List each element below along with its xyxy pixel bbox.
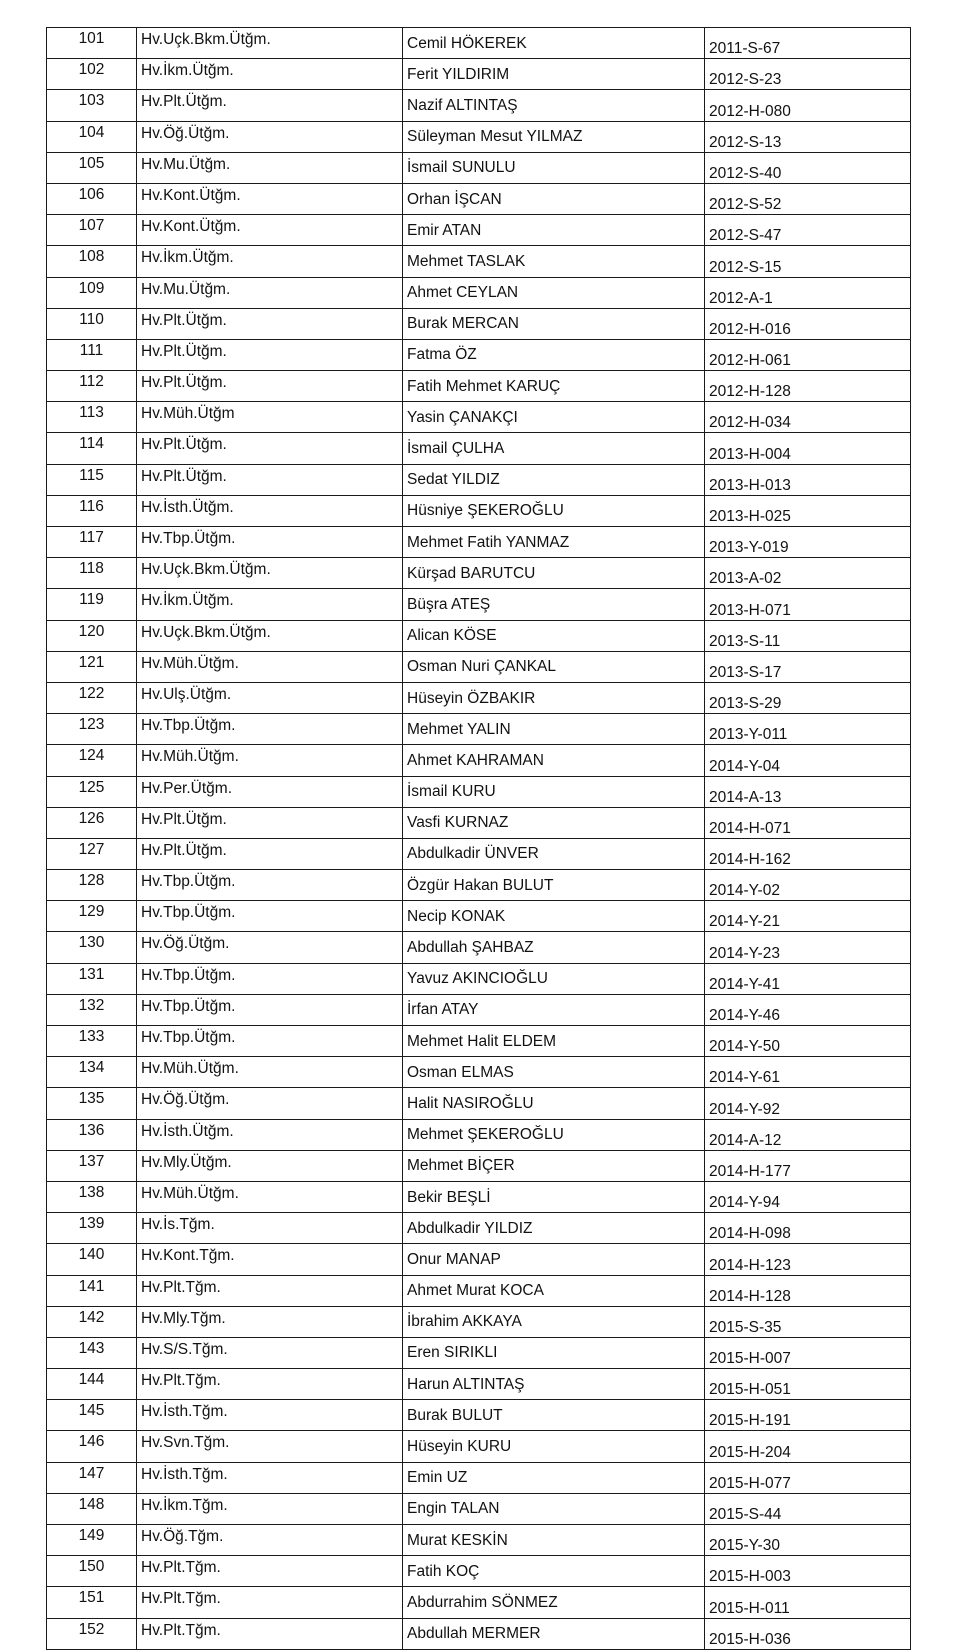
row-number-cell: 152 (47, 1618, 137, 1649)
person-name-cell: Büşra ATEŞ (403, 589, 705, 620)
rank-cell: Hv.İs.Tğm. (137, 1213, 403, 1244)
table-row (47, 1150, 911, 1181)
row-number-cell: 133 (47, 1026, 137, 1057)
row-number-cell: 150 (47, 1556, 137, 1587)
table-row (47, 1525, 911, 1556)
row-number-cell: 148 (47, 1493, 137, 1524)
row-number-cell: 142 (47, 1306, 137, 1337)
table-row (47, 1306, 911, 1337)
rank-cell: Hv.Plt.Ütğm. (137, 807, 403, 838)
registry-code-cell: 2015-H-077 (705, 1462, 911, 1493)
person-name-cell: Mehmet TASLAK (403, 246, 705, 277)
registry-code-cell: 2014-Y-41 (705, 963, 911, 994)
rank-cell: Hv.Uçk.Bkm.Ütğm. (137, 620, 403, 651)
row-number-cell: 119 (47, 589, 137, 620)
registry-code-cell: 2014-H-071 (705, 807, 911, 838)
registry-code-cell: 2012-S-52 (705, 183, 911, 214)
person-name-cell: Özgür Hakan BULUT (403, 870, 705, 901)
row-number-cell: 122 (47, 682, 137, 713)
table-row (47, 1026, 911, 1057)
table-row (47, 59, 911, 90)
person-name-cell: Burak BULUT (403, 1400, 705, 1431)
rank-cell: Hv.Per.Ütğm. (137, 776, 403, 807)
registry-code-cell: 2015-H-007 (705, 1337, 911, 1368)
person-name-cell: Mehmet BİÇER (403, 1150, 705, 1181)
table-row (47, 28, 911, 59)
registry-code-cell: 2014-Y-23 (705, 932, 911, 963)
row-number-cell: 140 (47, 1244, 137, 1275)
table-row (47, 1244, 911, 1275)
registry-code-cell: 2012-S-23 (705, 59, 911, 90)
rank-cell: Hv.Tbp.Ütğm. (137, 714, 403, 745)
person-name-cell: Süleyman Mesut YILMAZ (403, 121, 705, 152)
rank-cell: Hv.Ulş.Ütğm. (137, 682, 403, 713)
registry-code-cell: 2012-H-034 (705, 402, 911, 433)
registry-code-cell: 2012-H-061 (705, 339, 911, 370)
person-name-cell: Abdulkadir ÜNVER (403, 838, 705, 869)
row-number-cell: 106 (47, 183, 137, 214)
person-name-cell: Orhan İŞCAN (403, 183, 705, 214)
person-name-cell: Kürşad BARUTCU (403, 558, 705, 589)
table-row (47, 932, 911, 963)
person-name-cell: Yavuz AKINCIOĞLU (403, 963, 705, 994)
rank-cell: Hv.S/S.Tğm. (137, 1337, 403, 1368)
registry-code-cell: 2014-Y-50 (705, 1026, 911, 1057)
registry-code-cell: 2014-H-128 (705, 1275, 911, 1306)
person-name-cell: Hüseyin ÖZBAKIR (403, 682, 705, 713)
table-row (47, 433, 911, 464)
table-row (47, 620, 911, 651)
registry-code-cell: 2014-H-123 (705, 1244, 911, 1275)
rank-cell: Hv.Plt.Ütğm. (137, 838, 403, 869)
table-row (47, 527, 911, 558)
rank-cell: Hv.Müh.Ütğm. (137, 651, 403, 682)
rank-cell: Hv.Plt.Ütğm. (137, 339, 403, 370)
table-row (47, 464, 911, 495)
registry-code-cell: 2013-Y-011 (705, 714, 911, 745)
table-row (47, 994, 911, 1025)
rank-cell: Hv.Uçk.Bkm.Ütğm. (137, 28, 403, 59)
registry-code-cell: 2015-Y-30 (705, 1525, 911, 1556)
rank-cell: Hv.Plt.Tğm. (137, 1587, 403, 1618)
person-name-cell: Emir ATAN (403, 215, 705, 246)
table-row (47, 901, 911, 932)
row-number-cell: 139 (47, 1213, 137, 1244)
row-number-cell: 134 (47, 1057, 137, 1088)
table-row (47, 1400, 911, 1431)
table-row (47, 1275, 911, 1306)
row-number-cell: 116 (47, 495, 137, 526)
table-row (47, 745, 911, 776)
row-number-cell: 131 (47, 963, 137, 994)
rank-cell: Hv.Öğ.Tğm. (137, 1525, 403, 1556)
row-number-cell: 144 (47, 1369, 137, 1400)
row-number-cell: 113 (47, 402, 137, 433)
person-name-cell: Sedat YILDIZ (403, 464, 705, 495)
row-number-cell: 130 (47, 932, 137, 963)
table-row (47, 651, 911, 682)
table-row (47, 776, 911, 807)
rank-cell: Hv.İsth.Tğm. (137, 1462, 403, 1493)
rank-cell: Hv.İsth.Ütğm. (137, 1119, 403, 1150)
person-name-cell: Fatma ÖZ (403, 339, 705, 370)
registry-code-cell: 2013-S-29 (705, 682, 911, 713)
registry-code-cell: 2012-H-080 (705, 90, 911, 121)
rank-cell: Hv.Plt.Tğm. (137, 1556, 403, 1587)
table-row (47, 807, 911, 838)
table-row (47, 589, 911, 620)
rank-cell: Hv.Müh.Ütğm. (137, 1057, 403, 1088)
rank-cell: Hv.İsth.Ütğm. (137, 495, 403, 526)
rank-cell: Hv.Plt.Ütğm. (137, 308, 403, 339)
table-row (47, 402, 911, 433)
rank-cell: Hv.Tbp.Ütğm. (137, 527, 403, 558)
person-name-cell: Mehmet Fatih YANMAZ (403, 527, 705, 558)
person-name-cell: Abdurrahim SÖNMEZ (403, 1587, 705, 1618)
rank-cell: Hv.Tbp.Ütğm. (137, 1026, 403, 1057)
person-name-cell: Osman ELMAS (403, 1057, 705, 1088)
row-number-cell: 117 (47, 527, 137, 558)
rank-cell: Hv.Plt.Tğm. (137, 1618, 403, 1649)
person-name-cell: Emin UZ (403, 1462, 705, 1493)
rank-cell: Hv.Öğ.Ütğm. (137, 121, 403, 152)
row-number-cell: 121 (47, 651, 137, 682)
row-number-cell: 103 (47, 90, 137, 121)
registry-code-cell: 2015-H-003 (705, 1556, 911, 1587)
registry-code-cell: 2012-H-016 (705, 308, 911, 339)
rank-cell: Hv.Kont.Ütğm. (137, 215, 403, 246)
registry-code-cell: 2014-Y-04 (705, 745, 911, 776)
registry-code-cell: 2013-S-11 (705, 620, 911, 651)
table-row (47, 183, 911, 214)
rank-cell: Hv.İsth.Tğm. (137, 1400, 403, 1431)
rank-cell: Hv.İkm.Ütğm. (137, 589, 403, 620)
rank-cell: Hv.Plt.Tğm. (137, 1275, 403, 1306)
row-number-cell: 126 (47, 807, 137, 838)
table-row (47, 963, 911, 994)
registry-code-cell: 2014-A-13 (705, 776, 911, 807)
registry-code-cell: 2014-Y-94 (705, 1181, 911, 1212)
table-row (47, 1213, 911, 1244)
table-row (47, 308, 911, 339)
rank-cell: Hv.Tbp.Ütğm. (137, 901, 403, 932)
row-number-cell: 120 (47, 620, 137, 651)
rank-cell: Hv.Kont.Ütğm. (137, 183, 403, 214)
registry-code-cell: 2015-S-44 (705, 1493, 911, 1524)
table-row (47, 121, 911, 152)
registry-code-cell: 2013-H-071 (705, 589, 911, 620)
registry-code-cell: 2015-H-204 (705, 1431, 911, 1462)
rank-cell: Hv.Plt.Ütğm. (137, 464, 403, 495)
rank-cell: Hv.Tbp.Ütğm. (137, 870, 403, 901)
row-number-cell: 149 (47, 1525, 137, 1556)
table-row (47, 558, 911, 589)
rank-cell: Hv.Mu.Ütğm. (137, 277, 403, 308)
row-number-cell: 132 (47, 994, 137, 1025)
person-name-cell: İsmail ÇULHA (403, 433, 705, 464)
row-number-cell: 101 (47, 28, 137, 59)
row-number-cell: 110 (47, 308, 137, 339)
row-number-cell: 138 (47, 1181, 137, 1212)
person-name-cell: İrfan ATAY (403, 994, 705, 1025)
registry-code-cell: 2014-H-177 (705, 1150, 911, 1181)
person-name-cell: Fatih KOÇ (403, 1556, 705, 1587)
registry-code-cell: 2014-A-12 (705, 1119, 911, 1150)
row-number-cell: 107 (47, 215, 137, 246)
person-name-cell: Vasfi KURNAZ (403, 807, 705, 838)
person-name-cell: Bekir BEŞLİ (403, 1181, 705, 1212)
table-row (47, 90, 911, 121)
person-name-cell: İsmail SUNULU (403, 152, 705, 183)
row-number-cell: 151 (47, 1587, 137, 1618)
row-number-cell: 136 (47, 1119, 137, 1150)
row-number-cell: 135 (47, 1088, 137, 1119)
person-name-cell: Onur MANAP (403, 1244, 705, 1275)
row-number-cell: 114 (47, 433, 137, 464)
person-name-cell: Ahmet KAHRAMAN (403, 745, 705, 776)
person-name-cell: Mehmet ŞEKEROĞLU (403, 1119, 705, 1150)
table-row (47, 495, 911, 526)
person-name-cell: Cemil HÖKEREK (403, 28, 705, 59)
registry-code-cell: 2013-S-17 (705, 651, 911, 682)
person-name-cell: Murat KESKİN (403, 1525, 705, 1556)
person-name-cell: Harun ALTINTAŞ (403, 1369, 705, 1400)
table-row (47, 339, 911, 370)
table-row (47, 1493, 911, 1524)
table-row (47, 1431, 911, 1462)
person-name-cell: Nazif ALTINTAŞ (403, 90, 705, 121)
registry-code-cell: 2013-H-013 (705, 464, 911, 495)
registry-code-cell: 2014-Y-61 (705, 1057, 911, 1088)
person-name-cell: Mehmet YALIN (403, 714, 705, 745)
registry-code-cell: 2013-Y-019 (705, 527, 911, 558)
table-row (47, 277, 911, 308)
registry-code-cell: 2012-S-47 (705, 215, 911, 246)
row-number-cell: 111 (47, 339, 137, 370)
rank-cell: Hv.İkm.Ütğm. (137, 246, 403, 277)
person-name-cell: Fatih Mehmet KARUÇ (403, 371, 705, 402)
table-row (47, 714, 911, 745)
table-row (47, 838, 911, 869)
rank-cell: Hv.Öğ.Ütğm. (137, 932, 403, 963)
row-number-cell: 145 (47, 1400, 137, 1431)
rank-cell: Hv.Plt.Tğm. (137, 1369, 403, 1400)
personnel-table-body (47, 28, 911, 1650)
person-name-cell: Abdulkadir YILDIZ (403, 1213, 705, 1244)
row-number-cell: 109 (47, 277, 137, 308)
person-name-cell: Ahmet CEYLAN (403, 277, 705, 308)
row-number-cell: 102 (47, 59, 137, 90)
person-name-cell: İbrahim AKKAYA (403, 1306, 705, 1337)
person-name-cell: Mehmet Halit ELDEM (403, 1026, 705, 1057)
person-name-cell: Eren SIRIKLI (403, 1337, 705, 1368)
rank-cell: Hv.Öğ.Ütğm. (137, 1088, 403, 1119)
rank-cell: Hv.Plt.Ütğm. (137, 371, 403, 402)
row-number-cell: 104 (47, 121, 137, 152)
table-row (47, 1587, 911, 1618)
rank-cell: Hv.Tbp.Ütğm. (137, 994, 403, 1025)
table-row (47, 1556, 911, 1587)
person-name-cell: Engin TALAN (403, 1493, 705, 1524)
row-number-cell: 118 (47, 558, 137, 589)
registry-code-cell: 2015-H-036 (705, 1618, 911, 1649)
person-name-cell: Halit NASIROĞLU (403, 1088, 705, 1119)
person-name-cell: Hüseyin KURU (403, 1431, 705, 1462)
table-row (47, 682, 911, 713)
row-number-cell: 108 (47, 246, 137, 277)
table-row (47, 215, 911, 246)
registry-code-cell: 2014-Y-92 (705, 1088, 911, 1119)
table-row (47, 246, 911, 277)
row-number-cell: 146 (47, 1431, 137, 1462)
person-name-cell: Alican KÖSE (403, 620, 705, 651)
table-row (47, 1119, 911, 1150)
row-number-cell: 112 (47, 371, 137, 402)
row-number-cell: 147 (47, 1462, 137, 1493)
person-name-cell: Ahmet Murat KOCA (403, 1275, 705, 1306)
registry-code-cell: 2014-H-098 (705, 1213, 911, 1244)
row-number-cell: 143 (47, 1337, 137, 1368)
rank-cell: Hv.Mu.Ütğm. (137, 152, 403, 183)
rank-cell: Hv.Kont.Tğm. (137, 1244, 403, 1275)
registry-code-cell: 2013-A-02 (705, 558, 911, 589)
person-name-cell: Burak MERCAN (403, 308, 705, 339)
registry-code-cell: 2014-H-162 (705, 838, 911, 869)
registry-code-cell: 2014-Y-21 (705, 901, 911, 932)
row-number-cell: 115 (47, 464, 137, 495)
rank-cell: Hv.İkm.Tğm. (137, 1493, 403, 1524)
rank-cell: Hv.Mly.Tğm. (137, 1306, 403, 1337)
person-name-cell: Abdullah ŞAHBAZ (403, 932, 705, 963)
table-row (47, 1057, 911, 1088)
table-row (47, 152, 911, 183)
registry-code-cell: 2012-H-128 (705, 371, 911, 402)
registry-code-cell: 2012-A-1 (705, 277, 911, 308)
registry-code-cell: 2015-H-191 (705, 1400, 911, 1431)
person-name-cell: Abdullah MERMER (403, 1618, 705, 1649)
row-number-cell: 125 (47, 776, 137, 807)
table-row (47, 1337, 911, 1368)
rank-cell: Hv.Svn.Tğm. (137, 1431, 403, 1462)
registry-code-cell: 2013-H-004 (705, 433, 911, 464)
registry-code-cell: 2015-H-051 (705, 1369, 911, 1400)
row-number-cell: 124 (47, 745, 137, 776)
person-name-cell: Necip KONAK (403, 901, 705, 932)
row-number-cell: 127 (47, 838, 137, 869)
registry-code-cell: 2013-H-025 (705, 495, 911, 526)
table-row (47, 371, 911, 402)
personnel-table (46, 27, 911, 1650)
table-row (47, 1088, 911, 1119)
rank-cell: Hv.Müh.Ütğm. (137, 745, 403, 776)
table-row (47, 1369, 911, 1400)
person-name-cell: Yasin ÇANAKÇI (403, 402, 705, 433)
row-number-cell: 141 (47, 1275, 137, 1306)
registry-code-cell: 2012-S-40 (705, 152, 911, 183)
registry-code-cell: 2014-Y-02 (705, 870, 911, 901)
registry-code-cell: 2015-S-35 (705, 1306, 911, 1337)
table-row (47, 1462, 911, 1493)
rank-cell: Hv.Uçk.Bkm.Ütğm. (137, 558, 403, 589)
row-number-cell: 137 (47, 1150, 137, 1181)
row-number-cell: 105 (47, 152, 137, 183)
table-row (47, 1181, 911, 1212)
rank-cell: Hv.Müh.Ütğm. (137, 1181, 403, 1212)
rank-cell: Hv.Plt.Ütğm. (137, 90, 403, 121)
rank-cell: Hv.Plt.Ütğm. (137, 433, 403, 464)
row-number-cell: 128 (47, 870, 137, 901)
rank-cell: Hv.İkm.Ütğm. (137, 59, 403, 90)
row-number-cell: 129 (47, 901, 137, 932)
person-name-cell: Hüsniye ŞEKEROĞLU (403, 495, 705, 526)
registry-code-cell: 2011-S-67 (705, 28, 911, 59)
rank-cell: Hv.Müh.Ütğm (137, 402, 403, 433)
registry-code-cell: 2012-S-15 (705, 246, 911, 277)
registry-code-cell: 2012-S-13 (705, 121, 911, 152)
person-name-cell: Ferit YILDIRIM (403, 59, 705, 90)
registry-code-cell: 2014-Y-46 (705, 994, 911, 1025)
person-name-cell: Osman Nuri ÇANKAL (403, 651, 705, 682)
rank-cell: Hv.Mly.Ütğm. (137, 1150, 403, 1181)
person-name-cell: İsmail KURU (403, 776, 705, 807)
rank-cell: Hv.Tbp.Ütğm. (137, 963, 403, 994)
row-number-cell: 123 (47, 714, 137, 745)
table-row (47, 870, 911, 901)
table-row (47, 1618, 911, 1649)
registry-code-cell: 2015-H-011 (705, 1587, 911, 1618)
